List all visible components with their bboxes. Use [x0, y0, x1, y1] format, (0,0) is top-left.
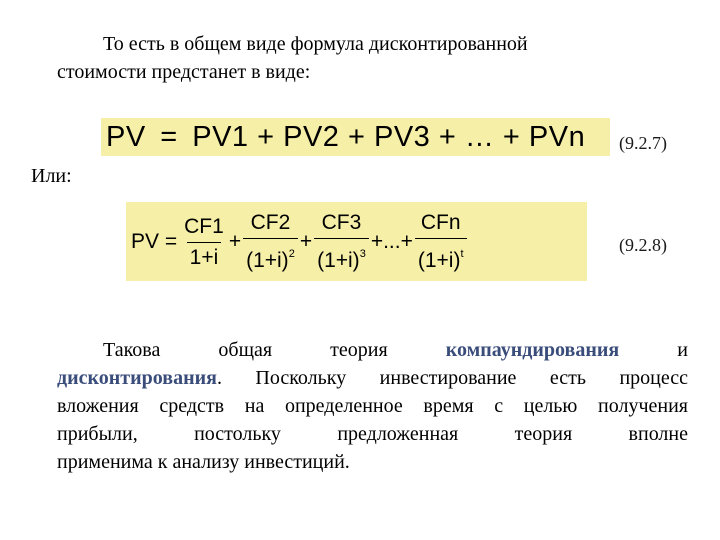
- conclusion-line-5: применима к анализу инвестиций.: [57, 451, 350, 473]
- or-label: Или:: [31, 165, 72, 187]
- formula-1: [106, 119, 591, 155]
- plus-sign: +: [228, 230, 242, 253]
- formula-1-number: (9.2.7): [619, 133, 667, 153]
- conclusion-line-3: вложения средств на определенное время с целью получения: [57, 395, 688, 417]
- conclusion-paragraph: [57, 336, 688, 476]
- fraction-denominator: $(1+i)^3$: [314, 238, 369, 274]
- fraction-cfn: [415, 210, 467, 274]
- formula-2-lhs: PV =: [131, 230, 178, 253]
- conclusion-line-2: дисконтирования. Поскольку инвестирование есть процесс: [57, 367, 688, 389]
- intro-line-2: стоимости предстанет в виде:: [57, 61, 311, 83]
- fraction-numerator: CFn: [420, 211, 461, 234]
- formula-1-equals: =: [160, 121, 178, 153]
- fraction-cf1: [181, 214, 227, 271]
- ellipsis-plus: +...+: [370, 230, 413, 253]
- exponent: t: [460, 248, 464, 260]
- term-compounding: компаундирования: [445, 339, 620, 361]
- fraction-numerator: CF2: [250, 211, 291, 234]
- formula-1-lhs: PV: [106, 121, 146, 153]
- formula-2: [131, 206, 467, 278]
- intro-line-1: То есть в общем виде формула дисконтированной: [103, 33, 528, 55]
- conclusion-line-4: прибыли, постольку предложенная теория вполне: [57, 423, 688, 445]
- exponent: 3: [359, 248, 366, 260]
- fraction-denominator: $(1+i)^2$: [243, 238, 298, 274]
- exponent: 2: [288, 248, 295, 260]
- conclusion-line-1: Такова общая теория компаундирования и: [103, 339, 688, 361]
- fraction-numerator: CF3: [321, 211, 362, 234]
- fraction-cf3: [314, 210, 369, 274]
- fraction-numerator: CF1: [184, 214, 224, 238]
- formula-2-number: (9.2.8): [619, 235, 667, 255]
- intro-paragraph: [57, 30, 657, 86]
- fraction-cf2: [243, 210, 298, 274]
- plus-sign: +: [299, 230, 313, 253]
- formula-1-rhs: PV1 + PV2 + PV3 + … + PVn: [192, 121, 586, 153]
- term-discounting: дисконтирования: [57, 367, 217, 389]
- fraction-denominator: $(1+i)^t$: [415, 238, 467, 274]
- fraction-denominator: 1+i: [187, 242, 222, 271]
